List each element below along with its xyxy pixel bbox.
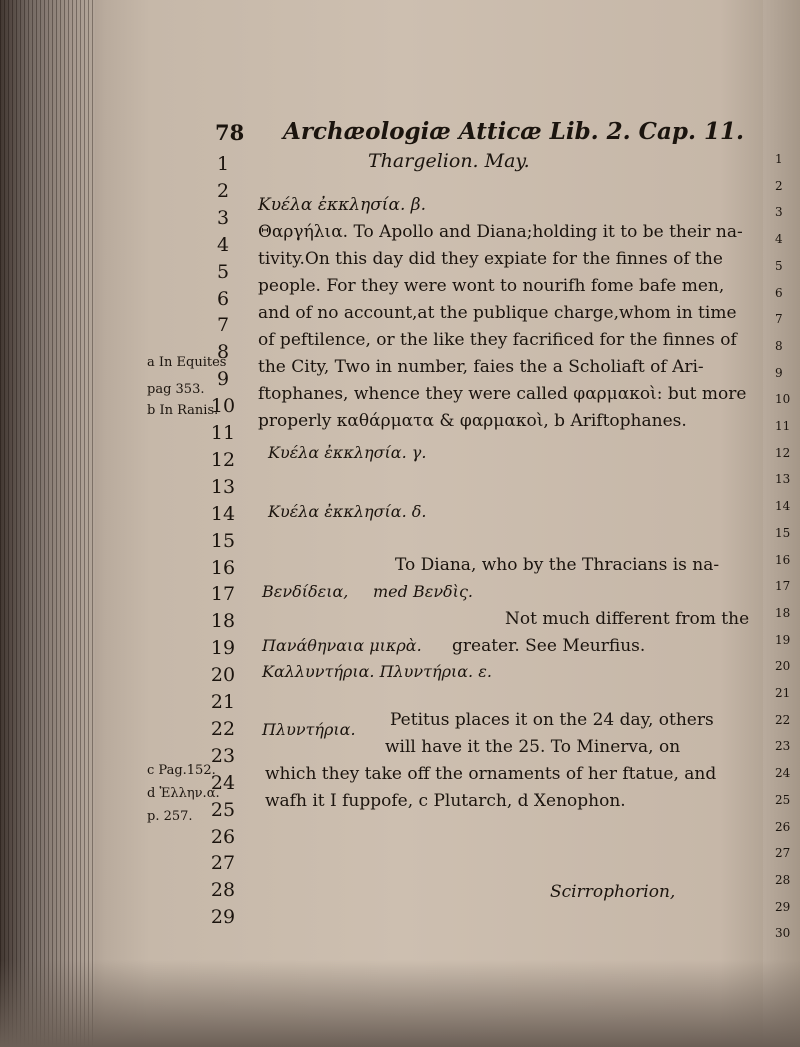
facing-line-number: 10 bbox=[775, 392, 791, 407]
facing-line-number: 19 bbox=[775, 632, 791, 647]
line-number: 12 bbox=[210, 448, 236, 471]
line-number: 7 bbox=[216, 314, 230, 337]
text-line: which they take off the ornaments of her ftatue, and bbox=[265, 764, 717, 784]
text-line: will have it the 25. To Minerva, on bbox=[385, 737, 681, 757]
margin-note-c: c Pag.152. bbox=[147, 763, 216, 778]
margin-note-d-page: p. 257. bbox=[147, 809, 193, 824]
text-line: and of no account,at the publique charge,whom in time bbox=[258, 303, 737, 323]
line-number: 6 bbox=[216, 287, 230, 310]
section-subtitle: Thargelion. May. bbox=[368, 150, 530, 172]
facing-line-number: 17 bbox=[775, 579, 791, 594]
facing-line-number: 4 bbox=[775, 232, 783, 247]
facing-line-number: 26 bbox=[775, 819, 791, 834]
text-line: Πλυντήρια. bbox=[262, 720, 356, 739]
line-number: 25 bbox=[210, 798, 236, 821]
text-line: properly καθάρματα & φαρμακοὶ, b Ariftophanes. bbox=[258, 411, 687, 431]
line-number: 2 bbox=[216, 179, 230, 202]
line-number: 18 bbox=[210, 610, 236, 633]
facing-line-number: 5 bbox=[775, 258, 783, 273]
line-number: 24 bbox=[210, 771, 236, 794]
text-line: tivity.On this day did they expiate for the finnes of the bbox=[258, 249, 723, 269]
text-line: Κυέλα ἐκκλησία. β. bbox=[258, 195, 426, 215]
line-number: 10 bbox=[210, 395, 236, 418]
page-number: 78 bbox=[215, 120, 245, 145]
facing-line-number: 8 bbox=[775, 338, 783, 353]
facing-line-number: 23 bbox=[775, 739, 791, 754]
line-number: 28 bbox=[210, 879, 236, 902]
facing-line-number: 3 bbox=[775, 205, 783, 220]
text-line: Petitus places it on the 24 day, others bbox=[390, 710, 714, 730]
text-line: med Βενδὶς. bbox=[373, 582, 473, 601]
facing-line-number: 2 bbox=[775, 178, 783, 193]
line-number: 1 bbox=[216, 153, 230, 175]
facing-line-number: 24 bbox=[775, 766, 791, 781]
line-number: 9 bbox=[216, 368, 230, 391]
line-number: 3 bbox=[216, 206, 230, 229]
line-number: 22 bbox=[210, 717, 236, 740]
text-line: Κυέλα ἐκκλησία. γ. bbox=[268, 443, 427, 462]
margin-note-a-page: pag 353. bbox=[147, 382, 205, 397]
line-number: 19 bbox=[210, 637, 236, 660]
text-line: wafh it I fuppofe, c Plutarch, d Xenophon. bbox=[265, 791, 626, 811]
facing-line-number: 30 bbox=[775, 926, 791, 941]
text-line: of peftilence, or the like they facrificed for the finnes of bbox=[258, 330, 737, 350]
facing-line-number: 28 bbox=[775, 872, 791, 887]
facing-line-number: 25 bbox=[775, 792, 791, 807]
facing-line-number: 6 bbox=[775, 285, 783, 300]
line-number: 27 bbox=[210, 852, 236, 875]
line-number: 13 bbox=[210, 475, 236, 498]
text-line: Βενδίδεια, bbox=[262, 582, 349, 601]
line-number: 23 bbox=[210, 744, 236, 767]
line-number: 21 bbox=[210, 691, 236, 713]
text-line: ftophanes, whence they were called φαρμακοὶ: but more bbox=[258, 384, 747, 404]
text-line: Not much different from the bbox=[505, 609, 750, 629]
binding-edge bbox=[0, 0, 95, 1047]
line-number: 16 bbox=[210, 556, 236, 579]
margin-note-b: b In Ranis. bbox=[147, 403, 219, 418]
line-number: 11 bbox=[210, 422, 236, 444]
line-number: 14 bbox=[210, 502, 236, 525]
facing-line-number: 11 bbox=[775, 419, 791, 433]
facing-line-number: 18 bbox=[775, 605, 791, 620]
facing-line-number: 1 bbox=[775, 152, 783, 166]
facing-line-number: 9 bbox=[775, 365, 783, 380]
facing-line-number: 27 bbox=[775, 846, 791, 861]
text-line: Κυέλα ἐκκλησία. δ. bbox=[268, 502, 427, 521]
text-line: To Diana, who by the Thracians is na- bbox=[395, 555, 720, 575]
line-number: 20 bbox=[210, 664, 236, 687]
facing-line-number: 22 bbox=[775, 712, 791, 727]
facing-line-number: 16 bbox=[775, 552, 791, 567]
text-line: the City, Two in number, faies the a Scholiaft of Ari- bbox=[258, 357, 704, 377]
text-line: Καλλυντήρια. Πλυντήρια. ε. bbox=[262, 662, 492, 681]
facing-line-number: 12 bbox=[775, 445, 791, 460]
text-line: Θαργήλια. To Apollo and Diana;holding it to be their na- bbox=[258, 222, 743, 242]
text-line: people. For they were wont to nourifh fome bafe men, bbox=[258, 276, 725, 296]
facing-line-number: 13 bbox=[775, 472, 791, 487]
bottom-shadow bbox=[0, 960, 800, 1047]
facing-line-number: 7 bbox=[775, 312, 783, 327]
text-line: Πανάθηναια μικρὰ. bbox=[262, 636, 422, 655]
margin-note-a: a In Equites bbox=[147, 355, 227, 370]
facing-line-number: 29 bbox=[775, 899, 791, 914]
margin-note-d: d Ἑλλην.α. bbox=[147, 786, 220, 801]
facing-line-number: 21 bbox=[775, 686, 791, 700]
line-number: 29 bbox=[210, 906, 236, 929]
line-number: 26 bbox=[210, 825, 236, 848]
line-number: 8 bbox=[216, 341, 230, 364]
text-line: greater. See Meurfius. bbox=[452, 636, 646, 656]
running-title: Archæologiæ Atticæ Lib. 2. Cap. 11. bbox=[283, 118, 744, 145]
catchword: Scirrophorion, bbox=[550, 882, 676, 902]
line-number: 4 bbox=[216, 233, 230, 256]
line-number: 5 bbox=[216, 260, 230, 283]
facing-line-number: 20 bbox=[775, 659, 791, 674]
line-number: 15 bbox=[210, 529, 236, 552]
line-number: 17 bbox=[210, 583, 236, 606]
facing-line-number: 15 bbox=[775, 525, 791, 540]
facing-line-number: 14 bbox=[775, 499, 791, 514]
